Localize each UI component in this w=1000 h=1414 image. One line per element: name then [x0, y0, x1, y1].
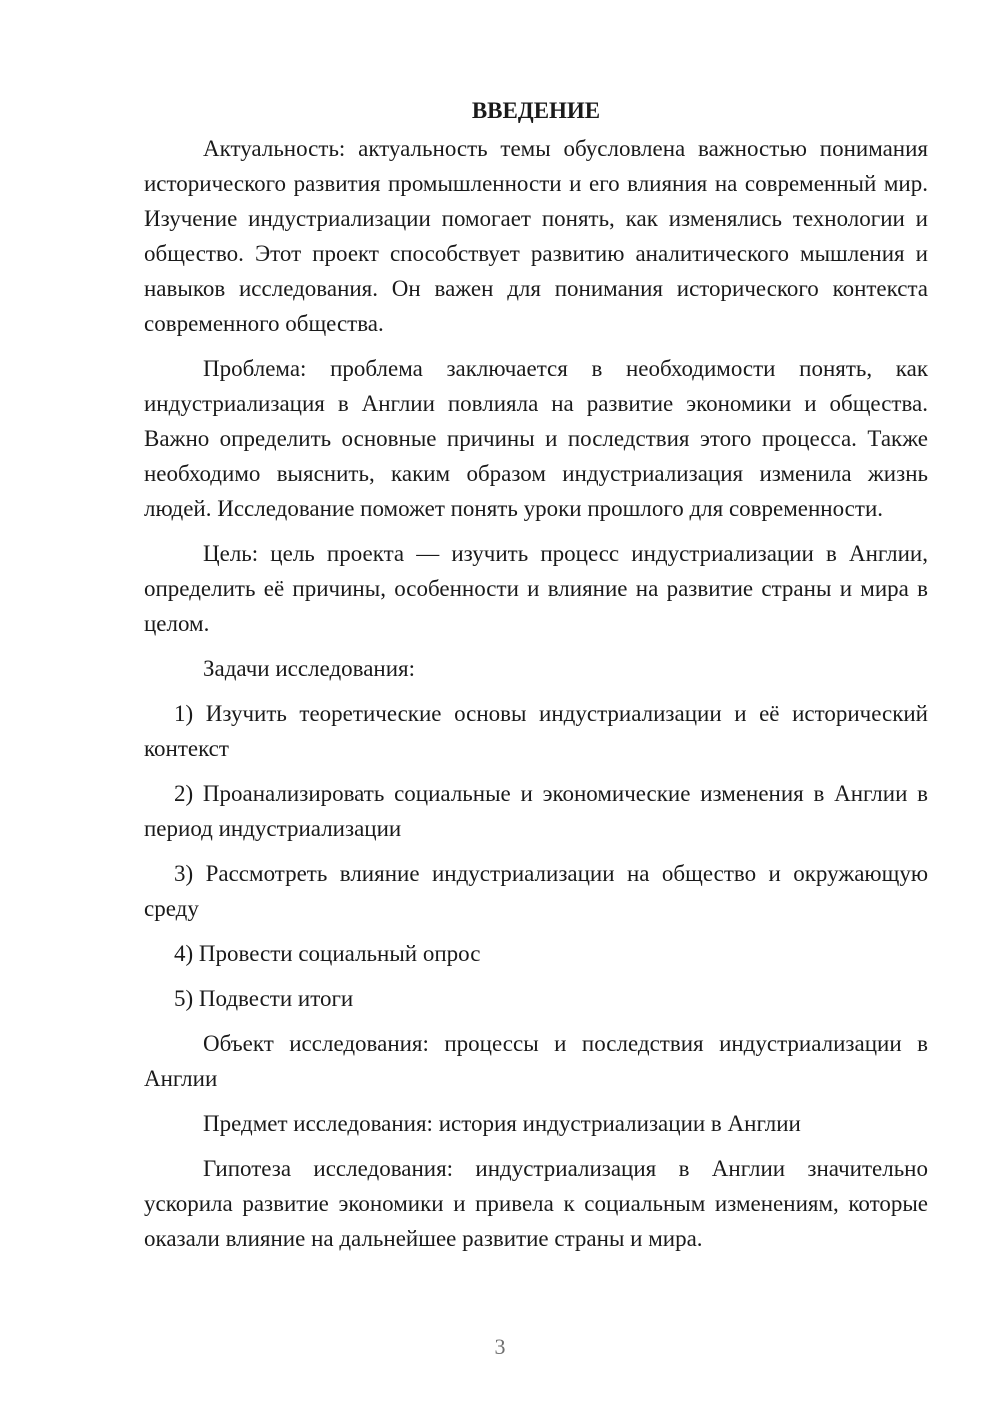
- task-item-2: 2) Проанализировать социальные и экономические изменения в Англии в период индустриализации: [144, 781, 928, 841]
- task-item-3: 3) Рассмотреть влияние индустриализации на общество и окружающую среду: [144, 861, 928, 921]
- page-number: 3: [494, 1334, 506, 1359]
- task-item-1: 1) Изучить теоретические основы индустриализации и её исторический контекст: [144, 701, 928, 761]
- tasks-heading: Задачи исследования:: [203, 656, 416, 681]
- page-title: ВВЕДЕНИЕ: [471, 98, 601, 123]
- subject-paragraph: Предмет исследования: история индустриализации в Англии: [203, 1111, 801, 1136]
- problem-paragraph: Проблема: проблема заключается в необходимости понять, как индустриализация в Англии повлияла на развитие экономики и общества. Важно определить основные причины и последствия этого процесса. Также необходимо выяснить, каким образом индустриализация изменила жизнь людей. Исследование поможет понять уроки прошлого для современности.: [144, 356, 928, 521]
- hypothesis-paragraph: Гипотеза исследования: индустриализация в Англии значительно ускорила развитие экономики и привела к социальным изменениям, которые оказали влияние на дальнейшее развитие страны и мира.: [144, 1156, 928, 1251]
- task-item-4: 4) Провести социальный опрос: [174, 941, 481, 966]
- goal-paragraph: Цель: цель проекта — изучить процесс индустриализации в Англии, определить её причины, особенности и влияние на развитие страны и мира в целом.: [144, 541, 928, 636]
- object-paragraph: Объект исследования: процессы и последствия индустриализации в Англии: [144, 1031, 928, 1091]
- task-item-5: 5) Подвести итоги: [174, 986, 354, 1011]
- document-page: [144, 92, 928, 1266]
- relevance-paragraph: Актуальность: актуальность темы обусловлена важностью понимания исторического развития промышленности и его влияния на современный мир. Изучение индустриализации помогает понять, как изменялись технологии и общество. Этот проект способствует развитию аналитического мышления и навыков исследования. Он важен для понимания исторического контекста современного общества.: [144, 136, 928, 336]
